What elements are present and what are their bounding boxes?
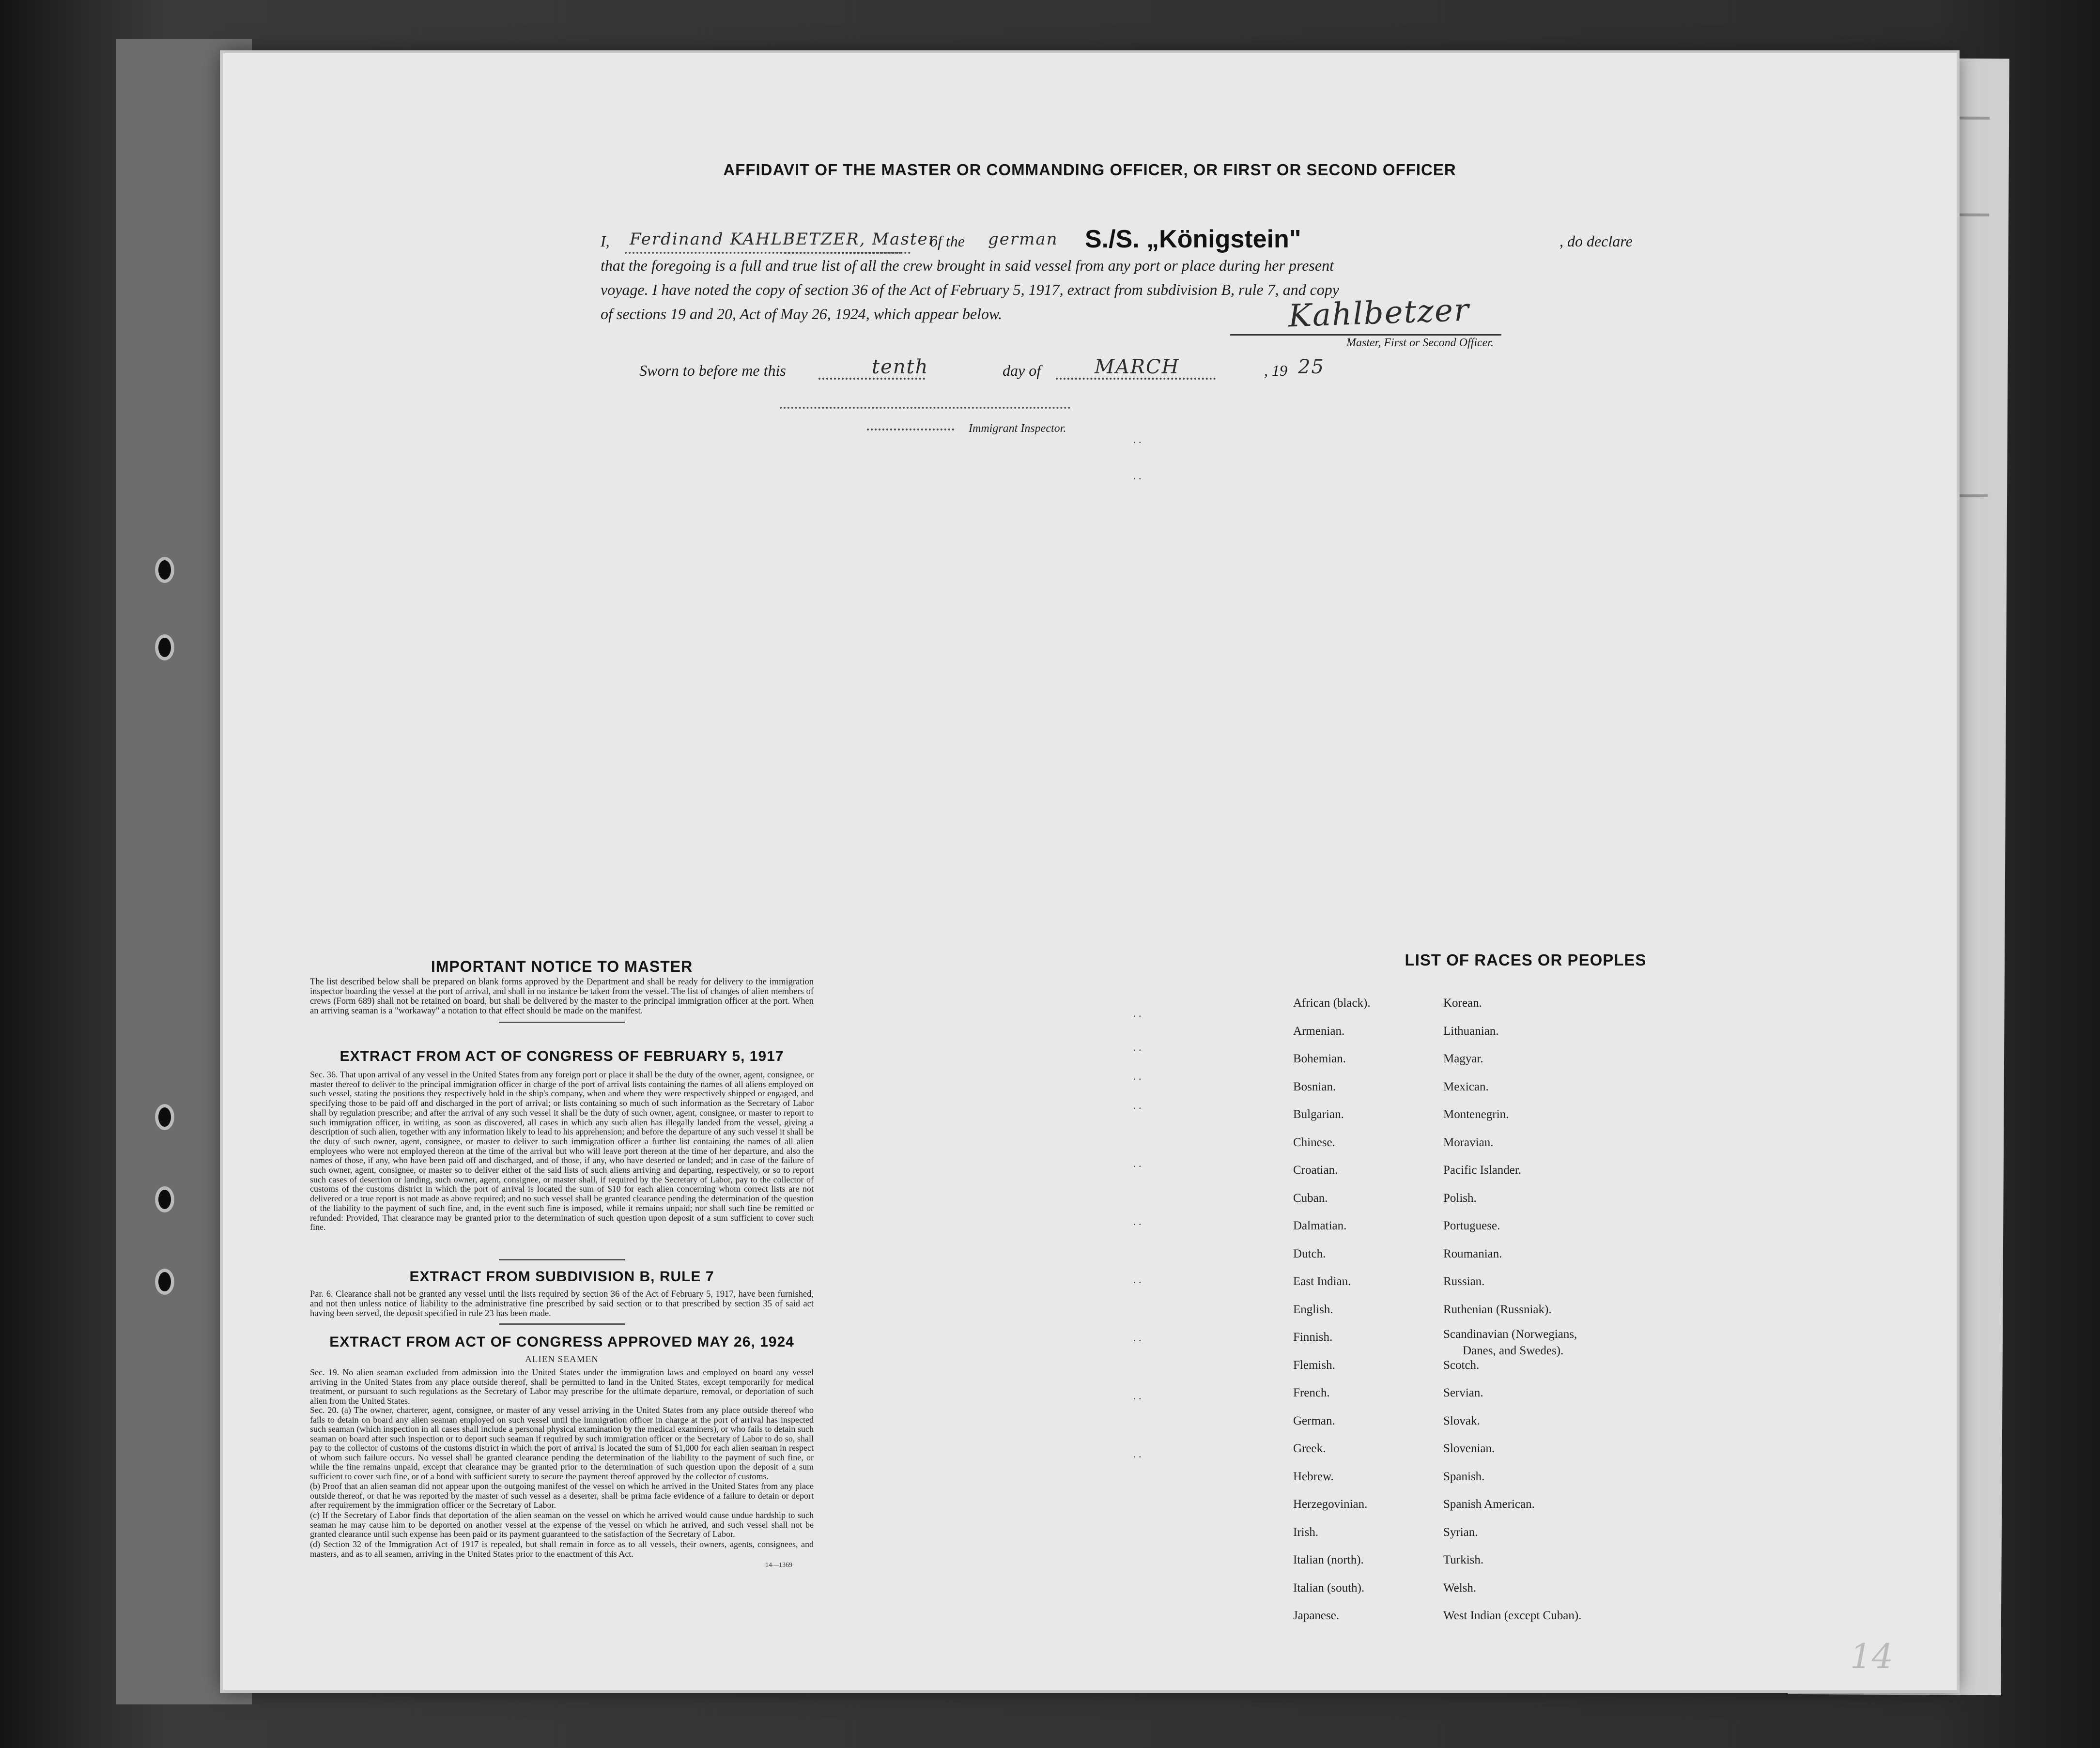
- master-signature: Kahlbetzer: [1287, 292, 1470, 335]
- extract-1924-title: EXTRACT FROM ACT OF CONGRESS APPROVED MAY 26, 1924: [329, 1334, 794, 1350]
- race-item: Italian (north).: [1293, 1553, 1364, 1566]
- race-item: Bohemian.: [1293, 1052, 1346, 1065]
- race-item: Cuban.: [1293, 1191, 1328, 1205]
- race-item: Japanese.: [1293, 1609, 1340, 1622]
- sec20a-text: Sec. 20. (a) The owner, charterer, agent, consignee, or master of any vessel arriving in the United States from any place outside thereof who fails to detain on board any alien seaman employed on such vessel until the immigration officer in charge at the port of arrival has inspected such seaman (which inspection in all cases shall include a personal physical examination by the medical examiners), or who fails to detain such seaman on board after such inspection or to deport such seaman if required by such immigration officer or the Secretary of Labor to do so, shall pay to the collector of customs of the customs district in which the port of arrival is located the sum of $1,000 for each alien seaman in respect of whom such failure occurs. No vessel shall be granted clearance pending the determination of the liability to the payment of such fine, or while the fine remains unpaid, except that clearance may be granted prior to the determination of such question upon the deposit of a sum sufficient to cover such fine, or of a bond with sufficient surety to secure the payment thereof approved by the collector of customs.: [310, 1405, 814, 1481]
- notice-title: IMPORTANT NOTICE TO MASTER: [431, 958, 693, 975]
- sec20b-text: (b) Proof that an alien seaman did not appear upon the outgoing manifest of the vessel on which he arrived in the United States from any place outside thereof, or that he was reported by the master of such vessel as a deserter, shall be prima facie evidence of a failure to detain or deport after requirement by the immigration officer or the Secretary of Labor.: [310, 1481, 814, 1510]
- form-number: 14—1369: [765, 1562, 792, 1569]
- affidavit-title: AFFIDAVIT OF THE MASTER OR COMMANDING OFFICER, OR FIRST OR SECOND OFFICER: [723, 161, 1456, 179]
- sworn-month: MARCH: [1095, 356, 1180, 378]
- vessel-nationality: german: [988, 230, 1058, 249]
- race-item: Welsh.: [1443, 1581, 1477, 1595]
- race-item: Dalmatian.: [1293, 1219, 1347, 1232]
- divider: [499, 1022, 625, 1023]
- sec20d-text: (d) Section 32 of the Immigration Act of 1917 is repealed, but shall remain in force as to all vessels, their owners, agents, consignees, and masters, and as to all seamen, arriving in the United States prior to the enactment of this Act.: [310, 1539, 814, 1559]
- race-item: Croatian.: [1293, 1164, 1338, 1177]
- inspector-caption: Immigrant Inspector.: [969, 422, 1066, 435]
- race-item: Scotch.: [1443, 1358, 1480, 1372]
- sworn-line: Sworn to before me this tenth day of MARCH , 19 25: [639, 356, 1325, 379]
- extract-1917-text: Sec. 36. That upon arrival of any vessel in the United States from any foreign port or place it shall be the duty of the owner, agent, consignee, or master thereof to deliver to the principal immigration officer in charge of the port of arrival lists containing the names of all aliens employed on such vessel, stating the positions they respectively hold in the ship's company, when and where they were respectively shipped or engaged, and specifying those to be paid off and discharged in the port of arrival; or lists containing so much of such information as the Secretary of Labor shall by regulation prescribe; and after the arrival of any such vessel it shall be the duty of such owner, agent, consignee, or master to report to such immigration officer, in writing, as soon as discovered, all cases in which any such alien has illegally landed from the vessel, giving a description of such alien, together with any information likely to lead to his apprehension; and before the departure of any such vessel it shall be the duty of such owner, agent, consignee, or master to deliver to such immigration officer a further list containing the names of all alien employees who were not employed thereon at the time of the arrival but who will leave port thereon at the time of her departure, and also the names of those, if any, who have been paid off and discharged, and of those, if any, who have deserted or landed; and in case of the failure of such owner, agent, consignee, or master so to deliver either of the said lists of such aliens arriving and departing, respectively, or so to report such cases of desertion or landing, such owner, agent, consignee, or master shall, if required by the Secretary of Labor, pay to the collector of customs of the customs district in which the port of arrival is located the sum of $10 for each alien concerning whom correct lists are not delivered or a true report is not made as above required; and no such vessel shall be granted clearance pending the determination of the question of the liability to the payment of such fine, and, in the event such fine is imposed, while it remains unpaid; nor shall such fine be remitted or refunded: Provided, That clearance may be granted prior to the determination of such question upon deposit of a sum sufficient to cover such fine.: [310, 1070, 814, 1232]
- race-item: Slovenian.: [1443, 1442, 1495, 1455]
- race-item: Spanish American.: [1443, 1498, 1535, 1511]
- declaration-line-4: of sections 19 and 20, Act of May 26, 1924, which appear below.: [601, 305, 1002, 322]
- divider: [499, 1323, 625, 1325]
- notice-text: The list described below shall be prepared on blank forms approved by the Department and shall be ready for delivery to the immigration inspector boarding the vessel at the port of arrival, and shall in no instance be taken from the vessel. The list of changes of alien members of crews (Form 689) shall not be retained on board, but shall be delivered by the master to the principal immigration officer at the port. When an arriving seaman is a "workaway" a notation to that effect should be made on the manifest.: [310, 977, 814, 1016]
- binding-hole: [155, 557, 174, 583]
- race-item: Herzegovinian.: [1293, 1498, 1368, 1511]
- race-item: Montenegrin.: [1443, 1108, 1509, 1121]
- race-item: Slovak.: [1443, 1414, 1480, 1427]
- race-item: Portuguese.: [1443, 1219, 1500, 1232]
- race-item: Danes, and Swedes).: [1463, 1344, 1564, 1357]
- signature-caption: Master, First or Second Officer.: [1346, 337, 1494, 349]
- sworn-year: 25: [1298, 356, 1325, 378]
- divider: [499, 1259, 625, 1260]
- race-item: Italian (south).: [1293, 1581, 1365, 1595]
- declaration-line-3: voyage. I have noted the copy of section 36 of the Act of February 5, 1917, extract from subdivision B, rule 7, and copy: [601, 281, 1339, 298]
- race-item: Bosnian.: [1293, 1080, 1336, 1093]
- sec20c-text: (c) If the Secretary of Labor finds that deportation of the alien seaman on the vessel on which he arrived would cause undue hardship to such seaman he may cause him to be deported on another vessel at the expense of the vessel on which he arrived, and such vessel shall not be granted clearance until such expense has been paid or its payment guaranteed to the satisfaction of the Secretary of Labor.: [310, 1510, 814, 1539]
- races-title: LIST OF RACES OR PEOPLES: [1405, 951, 1647, 969]
- race-item: Scandinavian (Norwegians,: [1443, 1328, 1577, 1341]
- sworn-day: tenth: [872, 356, 929, 378]
- race-item: Turkish.: [1443, 1553, 1484, 1566]
- race-item: Bulgarian.: [1293, 1108, 1344, 1121]
- alien-seamen-subtitle: ALIEN SEAMEN: [525, 1354, 599, 1365]
- race-item: Greek.: [1293, 1442, 1326, 1455]
- page-corner-mark: 14: [1850, 1637, 1894, 1676]
- race-item: Hebrew.: [1293, 1470, 1334, 1483]
- binding-hole: [155, 1269, 174, 1295]
- race-item: French.: [1293, 1386, 1330, 1399]
- subdivision-b-title: EXTRACT FROM SUBDIVISION B, RULE 7: [409, 1269, 714, 1285]
- race-item: West Indian (except Cuban).: [1443, 1609, 1582, 1622]
- race-item: Flemish.: [1293, 1358, 1335, 1372]
- race-item: Russian.: [1443, 1275, 1485, 1288]
- race-item: Dutch.: [1293, 1247, 1326, 1260]
- race-item: Korean.: [1443, 997, 1482, 1010]
- race-item: African (black).: [1293, 997, 1371, 1010]
- binding-hole: [155, 634, 174, 660]
- race-item: East Indian.: [1293, 1275, 1351, 1288]
- race-item: Ruthenian (Russniak).: [1443, 1303, 1552, 1316]
- inspector-signature-line: [780, 407, 1070, 409]
- race-item: Moravian.: [1443, 1135, 1494, 1149]
- declaration-line-1: I, Ferdinand KAHLBETZER, Master of the german S./S. „Königstein" , do declare: [601, 225, 1633, 253]
- race-item: Syrian.: [1443, 1525, 1478, 1539]
- race-item: Pacific Islander.: [1443, 1164, 1522, 1177]
- affidavit-page: AFFIDAVIT OF THE MASTER OR COMMANDING OFFICER, OR FIRST OR SECOND OFFICER I, Ferdinand KAHLBETZER, Master of the german S./S. „Königstein" , do declare that the foregoing is a full and true list of all the crew brought in said vessel from any port or place during her present voyage. I have noted the copy of section 36 of the Act of February 5, 1917, extract from subdivision B, rule 7, and copy of sections 19 and 20, Act of May 26, 1924, which appear below. Kahlbetzer Master, First or Second Officer. Sworn to before me this tenth day of MARCH , 19 25 Immigrant Inspector. IMPORTANT NOTICE TO MASTER The list described below shall be prepared on blank forms approved by the Department and shall be ready for delivery to the immigration inspector boarding the vessel at the port of arrival, and shall in no instance be taken from the vessel. The list of changes of alien members of crews (Form 689) shall not be retained on board, but shall be delivered by the master to the principal immigration officer at the port. When an arriving seaman is a "workaway" a notation to that effect should be made on the manifest. EXTRACT FROM ACT OF CONGRESS OF FEBRUARY 5, 1917 Sec. 36. That upon arrival of any vessel in the United States from any foreign port or place it shall be the duty of the owner, agent, consignee, or master thereof to deliver to the principal immigration officer in charge of the port of arrival lists containing the names of all aliens employed on such vessel, stating the positions they respectively hold in the ship's company, when and where they were respectively shipped or engaged, and specifying those to be paid off and discharged in the port of arrival; or lists containing so much of such information as the Secretary of Labor shall by regulation prescribe; and after the arrival of any such vessel it shall be the duty of such owner, agent, consignee, or master to report to such immigration officer, in writing, as soon as discovered, all cases in which any such alien has illegally landed from the vessel, giving a description of such alien, together with any information likely to lead to his apprehension; and before the departure of any such vessel it shall be the duty of such owner, agent, consignee, or master to deliver to such immigration officer a further list containing the names of all alien employees who were not employed thereon at the time of the arrival but who will leave port thereon at the time of her departure, and also the names of those, if any, who have been paid off and discharged, and of those, if any, who have deserted or landed; and in case of the failure of such owner, agent, consignee, or master so to deliver either of the said lists of such aliens arriving and departing, respectively, or so to report such cases of desertion or landing, such owner, agent, consignee, or master shall, if required by the Secretary of Labor, pay to the collector of customs of the customs district in which the port of arrival is located the sum of $10 for each alien concerning whom correct lists are not delivered or a true report is not made as above required; and no such vessel shall be granted clearance pending the determination of the question of the liability to the payment of such fine, and, in the event such fine is imposed, while it remains unpaid; nor shall such fine be remitted or refunded: Provided, That clearance may be granted prior to the determination of such question upon deposit of a sum sufficient to cover such fine. EXTRACT FROM SUBDIVISION B, RULE 7 Par. 6. Clearance shall not be granted any vessel until the lists required by section 36 of the Act of February 5, 1917, have been furnished, and not then unless notice of liability to the administrative fine prescribed by said section or to that prescribed by section 35 of said act having been served, the deposit specified in rule 23 has been made. EXTRACT FROM ACT OF CONGRESS APPROVED MAY 26, 1924 ALIEN SEAMEN Sec. 19. No alien seaman excluded from admission into the United States under the immigration laws and employed on board any vessel arriving in the United States from any place outside thereof, shall be permitted to land in the United States, except temporarily for medical treatment, or pursuant to such regulations as the Secretary of Labor may prescribe for the ultimate departure, removal, or deportation of such alien from the United States. Sec. 20. (a) The owner, charterer, agent, consignee, or master of any vessel arriving in the United States from any place outside thereof who fails to detain on board any alien seaman employed on such vessel until the immigration officer in charge at the port of arrival has inspected such seaman (which inspection in all cases shall include a personal physical examination by the medical examiners), or who fails to detain such seaman on board after such inspection or to deport such seaman if required by such immigration officer or the Secretary of Labor to do so, shall pay to the collector of customs of the customs district in which the port of arrival is located the sum of $1,000 for each alien seaman in respect of whom such failure occurs. No vessel shall be granted clearance pending the determination of the liability to the payment of such fine, or while the fine remains unpaid, except that clearance may be granted prior to the determination of such question upon the deposit of a sum sufficient to cover such fine, or of a bond with sufficient surety to secure the payment thereof approved by the collector of customs. (b) Proof that an alien seaman did not appear upon the outgoing manifest of the vessel on which he arrived in the United States from any place outside thereof, or that he was reported by the master of such vessel as a deserter, shall be prima facie evidence of a failure to detain or deport after requirement by the immigration officer or the Secretary of Labor. (c) If the Secretary of Labor finds that deportation of the alien seaman on the vessel on which he arrived would cause undue hardship to such seaman he may cause him to be deported on another vessel at the expense of the vessel on which he arrived, and such vessel shall not be granted clearance until such expense has been paid or its payment guaranteed to the satisfaction of the Secretary of Labor. (d) Section 32 of the Immigration Act of 1917 is repealed, but shall remain in force as to all vessels, their owners, agents, consignees, and masters, and as to all seamen, arriving in the United States prior to the enactment of this Act. 14—1369 LIST OF RACES OR PEOPLES African (black). Armenian. Bohemian. Bosnian. Bulgarian. Chinese. Croatian. Cuban. Dalmatian. Dutch. East Indian. English. Finnish. Flemish. French. German. Greek. Hebrew. Herzegovinian. Irish. Italian (north). Italian (south). Japanese. Korean. Lithuanian. Magyar. Mexican. Montenegrin. Moravian. Pacific Islander. Polish. Portuguese. Roumanian. Russian. Ruthenian (Russniak). Scandinavian (Norwegians, Danes, and Swedes). Scotch. Servian. Slovak. Slovenian. Spanish. Spanish American. Syrian. Turkish. Welsh. West Indian (except Cuban). . . . . . . . . . . . . . . . . . . . . . . . .: [223, 53, 1957, 1690]
- master-name: Ferdinand KAHLBETZER, Master: [630, 230, 937, 249]
- race-item: Mexican.: [1443, 1080, 1489, 1093]
- race-item: Servian.: [1443, 1386, 1483, 1399]
- subdivision-b-text: Par. 6. Clearance shall not be granted any vessel until the lists required by section 36 of the Act of February 5, 1917, have been furnished, and not then unless notice of liability to the administrative fine prescribed by said section or to that prescribed by section 35 of said act having been served, the deposit specified in rule 23 has been made.: [310, 1289, 814, 1319]
- race-item: Irish.: [1293, 1525, 1319, 1539]
- extract-1917-title: EXTRACT FROM ACT OF CONGRESS OF FEBRUARY 5, 1917: [340, 1048, 784, 1064]
- race-item: English.: [1293, 1303, 1333, 1316]
- race-item: Armenian.: [1293, 1024, 1345, 1038]
- declaration-line-2: that the foregoing is a full and true list of all the crew brought in said vessel from any port or place during her present: [601, 257, 1334, 274]
- race-item: Lithuanian.: [1443, 1024, 1499, 1038]
- binding-hole: [155, 1104, 174, 1130]
- race-item: Roumanian.: [1443, 1247, 1502, 1260]
- race-item: Finnish.: [1293, 1331, 1333, 1344]
- race-item: Polish.: [1443, 1191, 1477, 1205]
- binding-hole: [155, 1186, 174, 1212]
- race-item: Spanish.: [1443, 1470, 1485, 1483]
- race-item: Magyar.: [1443, 1052, 1483, 1065]
- race-item: German.: [1293, 1414, 1335, 1427]
- sec19-text: Sec. 19. No alien seaman excluded from admission into the United States under the immigration laws and employed on board any vessel arriving in the United States from any place outside thereof, shall be permitted to land in the United States, except temporarily for medical treatment, or pursuant to such regulations as the Secretary of Labor may prescribe for the ultimate departure, removal, or deportation of such alien from the United States.: [310, 1367, 814, 1406]
- ship-name: S./S. „Königstein": [1085, 225, 1301, 253]
- race-item: Chinese.: [1293, 1135, 1335, 1149]
- signature-line: [1230, 334, 1501, 336]
